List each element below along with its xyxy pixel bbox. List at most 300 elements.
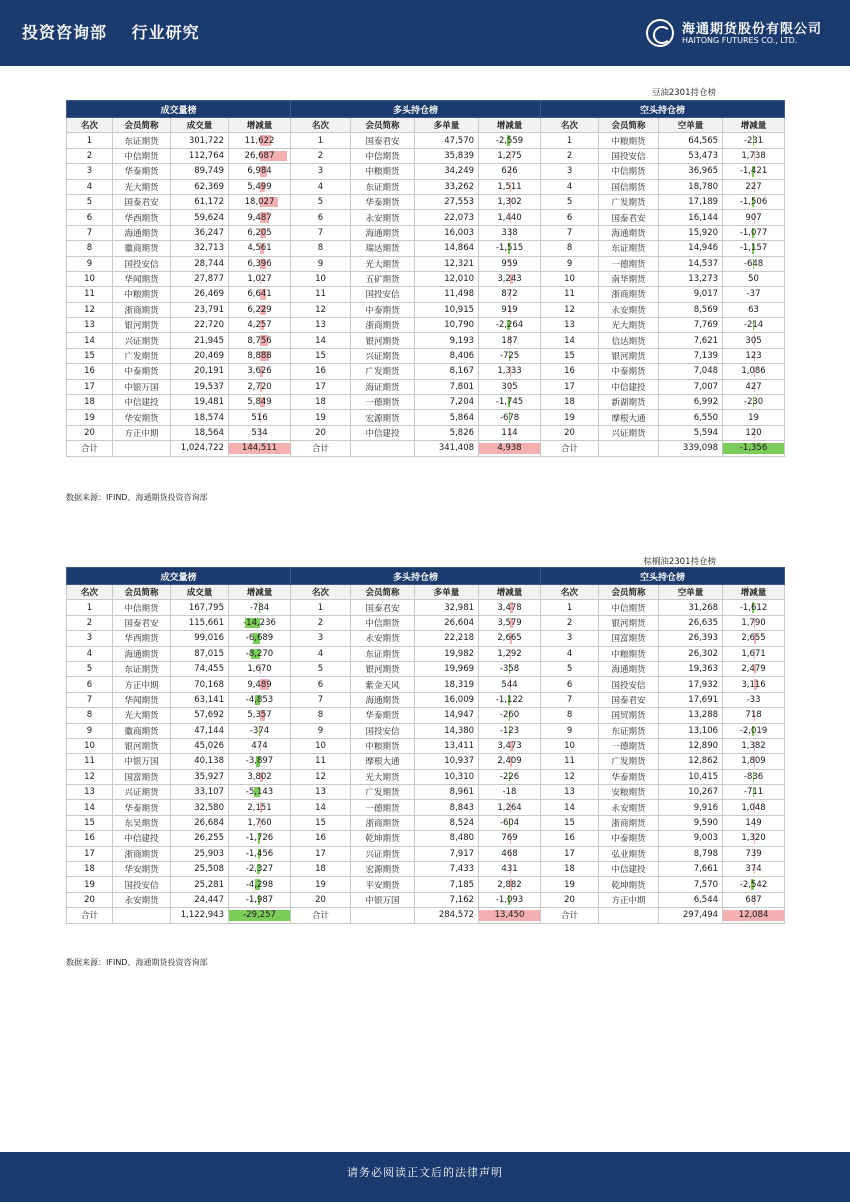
volume-cell: 14,380 bbox=[415, 723, 479, 738]
change-cell bbox=[479, 333, 541, 348]
change-cell bbox=[229, 364, 291, 379]
rank-cell: 4 bbox=[291, 646, 351, 661]
member-cell: 东吴期货 bbox=[113, 815, 171, 830]
volume-cell: 18,564 bbox=[171, 425, 229, 440]
column-header-row bbox=[67, 585, 785, 600]
member-cell: 华西期货 bbox=[113, 210, 171, 225]
volume-cell: 89,749 bbox=[171, 164, 229, 179]
change-cell bbox=[479, 179, 541, 194]
change-value: 5,849 bbox=[247, 397, 272, 408]
table-row bbox=[67, 410, 785, 425]
column-header: 增减量 bbox=[229, 585, 291, 600]
change-value: 431 bbox=[501, 864, 518, 875]
member-cell: 国泰君安 bbox=[599, 210, 659, 225]
change-cell bbox=[229, 194, 291, 209]
member-cell: 紫金天风 bbox=[351, 677, 415, 692]
volume-cell: 10,415 bbox=[659, 769, 723, 784]
change-value: 2,151 bbox=[247, 802, 272, 813]
change-cell bbox=[479, 148, 541, 163]
table-row bbox=[67, 210, 785, 225]
table-row bbox=[67, 395, 785, 410]
rank-cell: 2 bbox=[67, 615, 113, 630]
table-row bbox=[67, 877, 785, 892]
change-value: 468 bbox=[501, 848, 518, 859]
volume-cell: 19,363 bbox=[659, 661, 723, 676]
column-header: 增减量 bbox=[229, 118, 291, 133]
change-value: -678 bbox=[499, 412, 520, 423]
member-cell: 一德期货 bbox=[351, 395, 415, 410]
member-cell: 东证期货 bbox=[599, 241, 659, 256]
member-cell: 中信期货 bbox=[113, 600, 171, 615]
change-cell bbox=[479, 631, 541, 646]
rank-cell: 20 bbox=[67, 425, 113, 440]
change-cell bbox=[479, 302, 541, 317]
rank-cell: 20 bbox=[67, 892, 113, 907]
volume-cell: 22,218 bbox=[415, 631, 479, 646]
member-cell: 中粮期货 bbox=[113, 287, 171, 302]
change-cell bbox=[229, 846, 291, 861]
change-value: -231 bbox=[743, 135, 764, 146]
member-cell: 中泰期货 bbox=[599, 364, 659, 379]
member-cell: 国泰君安 bbox=[351, 600, 415, 615]
change-value: 6,984 bbox=[247, 166, 272, 177]
member-cell: 浙商期货 bbox=[113, 302, 171, 317]
rank-cell: 11 bbox=[541, 287, 599, 302]
table-row bbox=[67, 379, 785, 394]
volume-cell: 26,604 bbox=[415, 615, 479, 630]
member-cell: 乾坤期货 bbox=[599, 877, 659, 892]
soybean-oil-ranking-table bbox=[66, 100, 785, 457]
empty-cell bbox=[113, 441, 171, 456]
member-cell: 中粮期货 bbox=[599, 646, 659, 661]
change-cell bbox=[479, 287, 541, 302]
change-value: 4,257 bbox=[247, 320, 272, 331]
rank-cell: 13 bbox=[541, 785, 599, 800]
volume-cell: 7,048 bbox=[659, 364, 723, 379]
volume-cell: 40,138 bbox=[171, 754, 229, 769]
rank-cell: 6 bbox=[291, 677, 351, 692]
total-change-value: 4,938 bbox=[497, 443, 522, 454]
volume-cell: 17,691 bbox=[659, 692, 723, 707]
change-value: -2,327 bbox=[245, 864, 274, 875]
change-value: 3,473 bbox=[497, 741, 522, 752]
member-cell: 宏源期货 bbox=[351, 862, 415, 877]
column-header: 多单量 bbox=[415, 585, 479, 600]
footer-bar bbox=[0, 1152, 850, 1202]
section-name: 行业研究 bbox=[131, 23, 200, 42]
change-value: 50 bbox=[748, 274, 759, 285]
member-cell: 中信期货 bbox=[351, 148, 415, 163]
column-header: 成交量 bbox=[171, 118, 229, 133]
column-header: 会员简称 bbox=[599, 585, 659, 600]
rank-cell: 2 bbox=[291, 148, 351, 163]
change-value: -604 bbox=[499, 818, 520, 829]
volume-cell: 12,010 bbox=[415, 271, 479, 286]
member-cell: 华泰期货 bbox=[599, 769, 659, 784]
volume-cell: 13,106 bbox=[659, 723, 723, 738]
change-value: -1,515 bbox=[495, 243, 524, 254]
total-label: 合计 bbox=[291, 908, 351, 923]
rank-cell: 17 bbox=[541, 846, 599, 861]
volume-cell: 25,903 bbox=[171, 846, 229, 861]
change-value: -2,542 bbox=[739, 879, 768, 890]
volume-cell: 7,433 bbox=[415, 862, 479, 877]
volume-cell: 32,981 bbox=[415, 600, 479, 615]
member-cell: 永安期货 bbox=[351, 631, 415, 646]
change-cell bbox=[723, 133, 785, 148]
column-header: 名次 bbox=[291, 118, 351, 133]
member-cell: 中银万国 bbox=[113, 754, 171, 769]
volume-cell: 7,661 bbox=[659, 862, 723, 877]
rank-cell: 8 bbox=[291, 708, 351, 723]
member-cell: 一德期货 bbox=[599, 738, 659, 753]
rank-cell: 6 bbox=[541, 210, 599, 225]
volume-cell: 20,191 bbox=[171, 364, 229, 379]
column-header: 空单量 bbox=[659, 585, 723, 600]
rank-cell: 4 bbox=[291, 179, 351, 194]
change-value: -1,612 bbox=[739, 602, 768, 613]
rank-cell: 8 bbox=[541, 708, 599, 723]
total-change-cell bbox=[229, 908, 291, 923]
volume-cell: 7,185 bbox=[415, 877, 479, 892]
change-cell bbox=[479, 410, 541, 425]
change-cell bbox=[723, 631, 785, 646]
change-cell bbox=[723, 333, 785, 348]
member-cell: 银河期货 bbox=[599, 615, 659, 630]
rank-cell: 11 bbox=[67, 754, 113, 769]
rank-cell: 11 bbox=[291, 754, 351, 769]
rank-cell: 9 bbox=[291, 723, 351, 738]
volume-cell: 7,801 bbox=[415, 379, 479, 394]
member-cell: 中泰期货 bbox=[599, 831, 659, 846]
member-cell: 永安期货 bbox=[599, 800, 659, 815]
member-cell: 中信期货 bbox=[599, 600, 659, 615]
volume-cell: 53,473 bbox=[659, 148, 723, 163]
rank-cell: 8 bbox=[541, 241, 599, 256]
rank-cell: 18 bbox=[67, 395, 113, 410]
change-value: 9,489 bbox=[247, 679, 272, 690]
volume-cell: 8,569 bbox=[659, 302, 723, 317]
volume-cell: 99,016 bbox=[171, 631, 229, 646]
volume-cell: 7,204 bbox=[415, 395, 479, 410]
volume-cell: 35,839 bbox=[415, 148, 479, 163]
rank-cell: 1 bbox=[541, 600, 599, 615]
change-cell bbox=[229, 677, 291, 692]
change-cell bbox=[723, 769, 785, 784]
volume-cell: 12,321 bbox=[415, 256, 479, 271]
change-value: -1,421 bbox=[739, 166, 768, 177]
rank-cell: 6 bbox=[67, 677, 113, 692]
change-value: 3,802 bbox=[247, 771, 272, 782]
table-row bbox=[67, 677, 785, 692]
member-cell: 瑞达期货 bbox=[351, 241, 415, 256]
table-row bbox=[67, 862, 785, 877]
rank-cell: 6 bbox=[291, 210, 351, 225]
member-cell: 中信建投 bbox=[113, 831, 171, 846]
member-cell: 光大期货 bbox=[113, 179, 171, 194]
group-header-row bbox=[67, 101, 785, 118]
change-value: -784 bbox=[249, 602, 270, 613]
volume-cell: 5,594 bbox=[659, 425, 723, 440]
change-cell bbox=[229, 302, 291, 317]
column-header: 成交量 bbox=[171, 585, 229, 600]
member-cell: 中信建投 bbox=[351, 425, 415, 440]
change-value: -214 bbox=[743, 320, 764, 331]
change-cell bbox=[723, 831, 785, 846]
volume-cell: 32,580 bbox=[171, 800, 229, 815]
rank-cell: 11 bbox=[291, 287, 351, 302]
volume-cell: 8,406 bbox=[415, 348, 479, 363]
member-cell: 方正中期 bbox=[113, 425, 171, 440]
rank-cell: 12 bbox=[67, 769, 113, 784]
rank-cell: 19 bbox=[541, 877, 599, 892]
volume-cell: 19,982 bbox=[415, 646, 479, 661]
member-cell: 华安期货 bbox=[113, 862, 171, 877]
table-caption: 豆油2301持仓榜 bbox=[651, 88, 716, 98]
column-header: 增减量 bbox=[479, 585, 541, 600]
change-cell bbox=[479, 348, 541, 363]
total-label: 合计 bbox=[541, 441, 599, 456]
company-logo bbox=[646, 16, 823, 50]
change-value: 3,478 bbox=[497, 602, 522, 613]
member-cell: 国富期货 bbox=[113, 769, 171, 784]
change-cell bbox=[229, 892, 291, 907]
total-volume: 284,572 bbox=[415, 908, 479, 923]
table-row bbox=[67, 302, 785, 317]
change-cell bbox=[479, 395, 541, 410]
volume-cell: 19,537 bbox=[171, 379, 229, 394]
change-cell bbox=[479, 800, 541, 815]
rank-cell: 17 bbox=[291, 379, 351, 394]
change-cell bbox=[229, 769, 291, 784]
change-value: 2,409 bbox=[497, 756, 522, 767]
rank-cell: 14 bbox=[291, 333, 351, 348]
change-cell bbox=[229, 646, 291, 661]
rank-cell: 1 bbox=[291, 133, 351, 148]
change-value: 1,671 bbox=[741, 648, 766, 659]
table-row bbox=[67, 425, 785, 440]
change-cell bbox=[723, 425, 785, 440]
change-cell bbox=[229, 600, 291, 615]
volume-cell: 7,007 bbox=[659, 379, 723, 394]
rank-cell: 11 bbox=[541, 754, 599, 769]
volume-cell: 16,144 bbox=[659, 210, 723, 225]
group-header: 多头持仓榜 bbox=[291, 101, 541, 118]
volume-cell: 8,798 bbox=[659, 846, 723, 861]
total-row bbox=[67, 441, 785, 456]
member-cell: 东证期货 bbox=[351, 179, 415, 194]
member-cell: 安粮期货 bbox=[599, 785, 659, 800]
change-cell bbox=[229, 395, 291, 410]
change-value: 474 bbox=[251, 741, 268, 752]
change-value: 1,027 bbox=[247, 274, 272, 285]
volume-cell: 19,969 bbox=[415, 661, 479, 676]
volume-cell: 34,249 bbox=[415, 164, 479, 179]
change-value: 1,086 bbox=[741, 366, 766, 377]
change-value: 626 bbox=[501, 166, 518, 177]
member-cell: 海通期货 bbox=[113, 646, 171, 661]
volume-cell: 26,635 bbox=[659, 615, 723, 630]
change-cell bbox=[479, 862, 541, 877]
change-cell bbox=[723, 241, 785, 256]
member-cell: 弘业期货 bbox=[599, 846, 659, 861]
volume-cell: 9,017 bbox=[659, 287, 723, 302]
rank-cell: 4 bbox=[541, 179, 599, 194]
change-cell bbox=[479, 225, 541, 240]
change-cell bbox=[229, 661, 291, 676]
rank-cell: 7 bbox=[541, 225, 599, 240]
change-value: 1,760 bbox=[247, 818, 272, 829]
volume-cell: 5,826 bbox=[415, 425, 479, 440]
change-cell bbox=[723, 395, 785, 410]
group-header: 成交量榜 bbox=[67, 568, 291, 585]
volume-cell: 20,469 bbox=[171, 348, 229, 363]
change-value: 4,561 bbox=[247, 243, 272, 254]
rank-cell: 16 bbox=[541, 364, 599, 379]
change-cell bbox=[723, 364, 785, 379]
empty-cell bbox=[599, 908, 659, 923]
volume-cell: 12,890 bbox=[659, 738, 723, 753]
change-value: 11,622 bbox=[244, 135, 275, 146]
volume-cell: 17,189 bbox=[659, 194, 723, 209]
total-change-cell bbox=[479, 908, 541, 923]
rank-cell: 5 bbox=[541, 194, 599, 209]
volume-cell: 18,780 bbox=[659, 179, 723, 194]
member-cell: 东证期货 bbox=[351, 646, 415, 661]
column-header: 会员简称 bbox=[599, 118, 659, 133]
change-value: -2,264 bbox=[495, 320, 524, 331]
rank-cell: 4 bbox=[67, 179, 113, 194]
change-cell bbox=[479, 831, 541, 846]
member-cell: 中粮期货 bbox=[351, 738, 415, 753]
change-value: 2,655 bbox=[741, 633, 766, 644]
volume-cell: 6,550 bbox=[659, 410, 723, 425]
rank-cell: 2 bbox=[67, 148, 113, 163]
rank-cell: 12 bbox=[541, 769, 599, 784]
table-caption: 棕榈油2301持仓榜 bbox=[643, 557, 716, 567]
change-cell bbox=[723, 194, 785, 209]
change-cell bbox=[479, 785, 541, 800]
change-value: 5,357 bbox=[247, 710, 272, 721]
change-cell bbox=[229, 271, 291, 286]
change-cell bbox=[229, 333, 291, 348]
rank-cell: 8 bbox=[291, 241, 351, 256]
member-cell: 广发期货 bbox=[351, 364, 415, 379]
volume-cell: 6,544 bbox=[659, 892, 723, 907]
table-row bbox=[67, 241, 785, 256]
table-row bbox=[67, 148, 785, 163]
change-value: 19 bbox=[748, 412, 759, 423]
volume-cell: 115,661 bbox=[171, 615, 229, 630]
change-cell bbox=[723, 738, 785, 753]
total-change-value: -29,257 bbox=[243, 910, 276, 921]
rank-cell: 17 bbox=[67, 846, 113, 861]
change-cell bbox=[479, 241, 541, 256]
change-value: 544 bbox=[501, 679, 518, 690]
table-row bbox=[67, 164, 785, 179]
rank-cell: 14 bbox=[67, 800, 113, 815]
member-cell: 海通期货 bbox=[351, 225, 415, 240]
change-cell bbox=[479, 738, 541, 753]
source-note: 数据来源：IFIND、海通期货投资咨询部 bbox=[66, 493, 208, 502]
member-cell: 摩根大通 bbox=[599, 410, 659, 425]
total-label: 合计 bbox=[291, 441, 351, 456]
table-row bbox=[67, 194, 785, 209]
table-row bbox=[67, 846, 785, 861]
change-value: -4,853 bbox=[245, 694, 274, 705]
member-cell: 南华期货 bbox=[599, 271, 659, 286]
member-cell: 中泰期货 bbox=[351, 302, 415, 317]
change-value: 1,511 bbox=[497, 181, 522, 192]
change-value: -711 bbox=[743, 787, 764, 798]
change-cell bbox=[229, 615, 291, 630]
member-cell: 海通期货 bbox=[599, 661, 659, 676]
member-cell: 国投安信 bbox=[113, 877, 171, 892]
change-value: 919 bbox=[501, 304, 518, 315]
change-cell bbox=[723, 210, 785, 225]
total-change-value: 13,450 bbox=[494, 910, 525, 921]
member-cell: 中信建投 bbox=[113, 395, 171, 410]
change-value: 872 bbox=[501, 289, 518, 300]
rank-cell: 4 bbox=[541, 646, 599, 661]
volume-cell: 87,015 bbox=[171, 646, 229, 661]
member-cell: 银河期货 bbox=[113, 318, 171, 333]
volume-cell: 70,168 bbox=[171, 677, 229, 692]
volume-cell: 19,481 bbox=[171, 395, 229, 410]
header-title bbox=[22, 20, 218, 43]
rank-cell: 9 bbox=[67, 723, 113, 738]
rank-cell: 13 bbox=[291, 785, 351, 800]
member-cell: 国富期货 bbox=[599, 631, 659, 646]
total-change-cell bbox=[723, 908, 785, 923]
change-value: -6,689 bbox=[245, 633, 274, 644]
member-cell: 光大期货 bbox=[599, 318, 659, 333]
change-cell bbox=[229, 800, 291, 815]
member-cell: 永安期货 bbox=[351, 210, 415, 225]
member-cell: 中信期货 bbox=[113, 148, 171, 163]
volume-cell: 9,193 bbox=[415, 333, 479, 348]
change-value: -1,157 bbox=[739, 243, 768, 254]
volume-cell: 7,621 bbox=[659, 333, 723, 348]
volume-cell: 112,764 bbox=[171, 148, 229, 163]
volume-cell: 26,469 bbox=[171, 287, 229, 302]
total-change-cell bbox=[479, 441, 541, 456]
change-value: 1,292 bbox=[497, 648, 522, 659]
change-value: 427 bbox=[745, 381, 762, 392]
change-cell bbox=[229, 708, 291, 723]
volume-cell: 61,172 bbox=[171, 194, 229, 209]
volume-cell: 23,791 bbox=[171, 302, 229, 317]
table-row bbox=[67, 692, 785, 707]
member-cell: 徽商期货 bbox=[113, 241, 171, 256]
volume-cell: 17,932 bbox=[659, 677, 723, 692]
member-cell: 中银万国 bbox=[113, 379, 171, 394]
column-header: 增减量 bbox=[723, 585, 785, 600]
table-row bbox=[67, 708, 785, 723]
volume-cell: 27,877 bbox=[171, 271, 229, 286]
table-row bbox=[67, 661, 785, 676]
rank-cell: 2 bbox=[541, 148, 599, 163]
rank-cell: 3 bbox=[67, 164, 113, 179]
rank-cell: 14 bbox=[541, 800, 599, 815]
change-cell bbox=[229, 241, 291, 256]
volume-cell: 35,927 bbox=[171, 769, 229, 784]
change-cell bbox=[723, 877, 785, 892]
change-cell bbox=[479, 661, 541, 676]
empty-cell bbox=[351, 441, 415, 456]
member-cell: 银河期货 bbox=[351, 333, 415, 348]
change-cell bbox=[479, 615, 541, 630]
